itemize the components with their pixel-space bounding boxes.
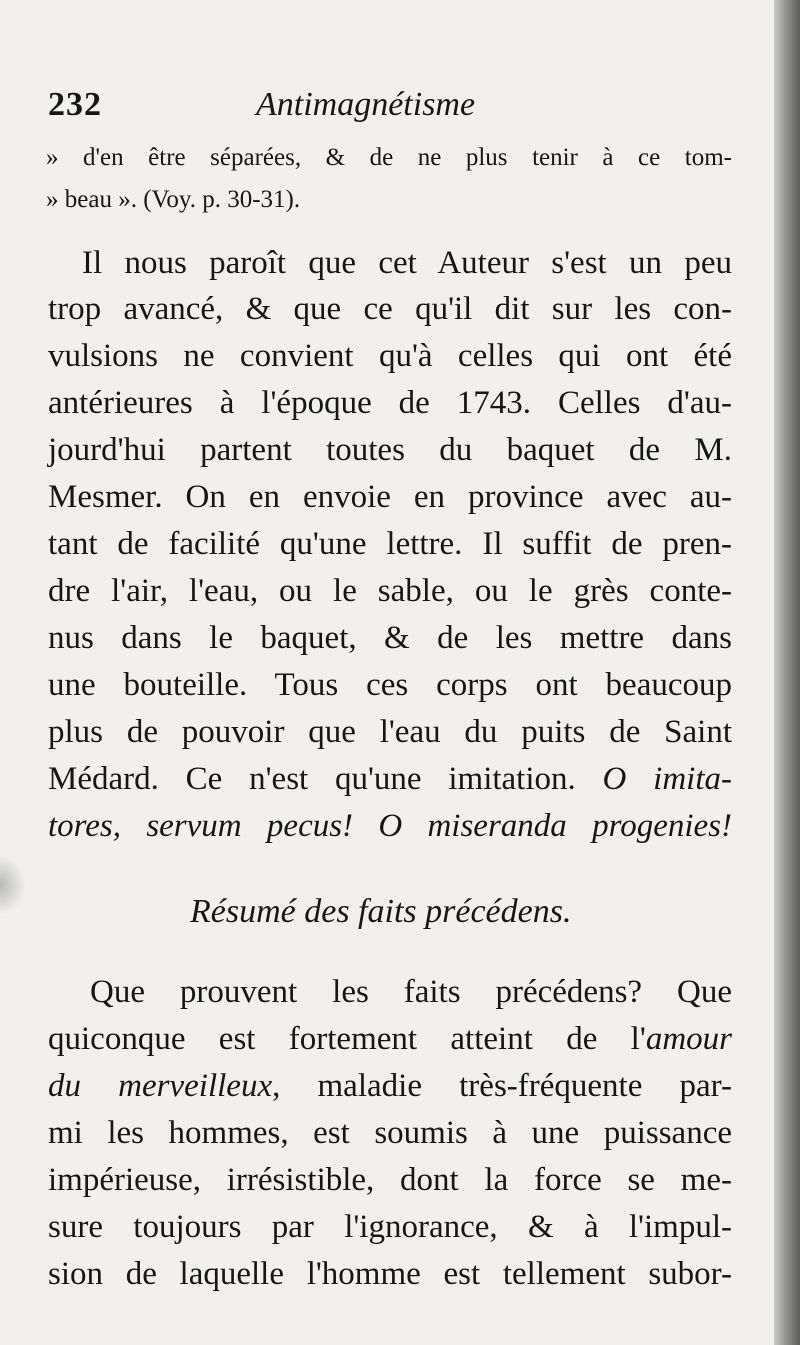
text-line: nus dans le baquet, & de les mettre dans [48,620,732,656]
text-run: Médard. Ce n'est qu'une imitation. [48,761,576,797]
text-line: sure toujours par l'ignorance, & à l'impul- [48,1209,732,1245]
text-line: plus de pouvoir que l'eau du puits de Saint [48,714,732,750]
text-line [48,756,732,802]
text-line: vulsions ne convient qu'à celles qui ont été [48,338,732,374]
page-header [48,86,728,134]
page-number: 232 [48,86,102,123]
running-title: Antimagnétisme [256,86,476,123]
text-run: quiconque est fortement atteint de l' [48,1021,646,1057]
text-line: Il nous paroît que cet Auteur s'est un peu [82,245,732,281]
text-line: sion de laquelle l'homme est tellement subor- [48,1256,732,1292]
text-line: jourd'hui partent toutes du baquet de M. [48,432,732,468]
italic-run: du merveilleux [48,1068,273,1104]
text-line: antérieures à l'époque de 1743. Celles d'au- [48,385,732,421]
text-line: une bouteille. Tous ces corps ont beaucoup [48,667,732,703]
text-line: dre l'air, l'eau, ou le sable, ou le grès conte- [48,573,732,609]
page-stain [0,855,26,915]
binding-shadow [774,0,800,1345]
text-line: Mesmer. On en envoie en province avec au- [48,479,732,515]
latin-run: O imita- [602,761,732,797]
text-run: , maladie très-fréquente par- [272,1068,732,1104]
quote-line: » d'en être séparées, & de ne plus tenir à ce tom- [46,144,732,171]
text-line: trop avancé, & que ce qu'il dit sur les con- [48,291,732,327]
section-heading: Résumé des faits précédens. [190,893,572,930]
text-line [48,1063,732,1109]
text-line: Que prouvent les faits précédens? Que [90,974,732,1010]
text-line: impérieuse, irrésistible, dont la force se me- [48,1162,732,1198]
text-line [48,1016,732,1062]
text-line: tant de facilité qu'une lettre. Il suffit de pren- [48,526,732,562]
text-line: mi les hommes, est soumis à une puissance [48,1115,732,1151]
italic-run: amour [645,1021,732,1057]
quote-line: » beau ». (Voy. p. 30-31). [46,186,301,213]
latin-line: tores, servum pecus! O miseranda progenies! [48,808,732,844]
